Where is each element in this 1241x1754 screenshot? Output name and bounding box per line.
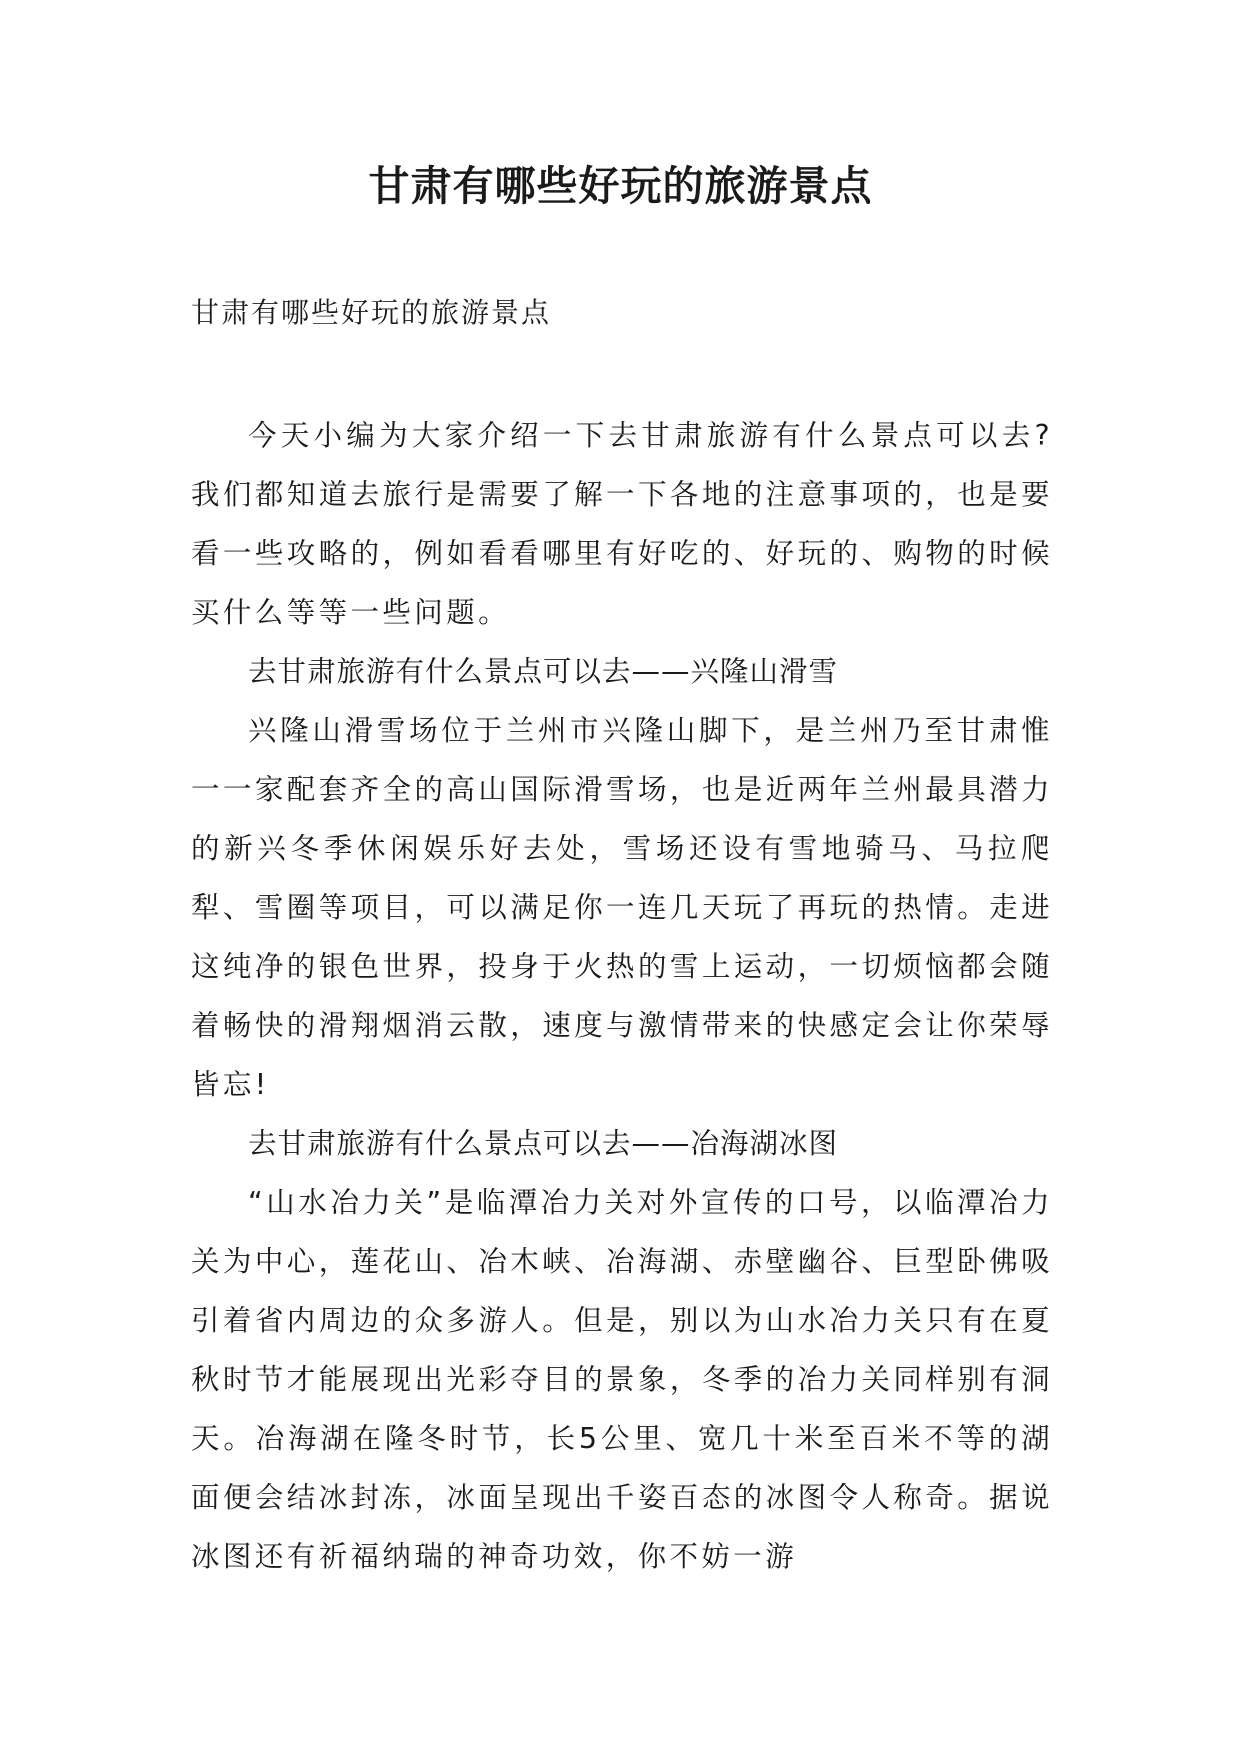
document-subtitle: 甘肃有哪些好玩的旅游景点 (191, 296, 552, 329)
document-body (191, 406, 1053, 1586)
section-heading-yehaihu: 去甘肃旅游有什么景点可以去——冶海湖冰图 (248, 1127, 839, 1160)
document-title: 甘肃有哪些好玩的旅游景点 (368, 162, 873, 210)
paragraph-yehaihu: “山水冶力关”是临潭冶力关对外宣传的口号，以临潭冶力关为中心，莲花山、冶木峡、冶海湖、赤壁幽谷、巨型卧佛吸引着省内周边的众多游人。但是，别以为山水冶力关只有在夏秋时节才能展现出光彩夺目的景象，冬季的冶力关同样别有洞天。冶海湖在隆冬时节，长5公里、宽几十米至百米不等的湖面便会结冰封冻，冰面呈现出千姿百态的冰图令人称奇。据说冰图还有祈福纳瑞的神奇功效，你不妨一游 (191, 1186, 1053, 1573)
section-heading-xinglongshan: 去甘肃旅游有什么景点可以去——兴隆山滑雪 (248, 655, 839, 688)
paragraph-intro: 今天小编为大家介绍一下去甘肃旅游有什么景点可以去?我们都知道去旅行是需要了解一下各地的注意事项的，也是要看一些攻略的，例如看看哪里有好吃的、好玩的、购物的时候买什么等等一些问题。 (191, 419, 1053, 629)
paragraph-xinglongshan: 兴隆山滑雪场位于兰州市兴隆山脚下，是兰州乃至甘肃惟一一家配套齐全的高山国际滑雪场，也是近两年兰州最具潜力的新兴冬季休闲娱乐好去处，雪场还设有雪地骑马、马拉爬犁、雪圈等项目，可以满足你一连几天玩了再玩的热情。走进这纯净的银色世界，投身于火热的雪上运动，一切烦恼都会随着畅快的滑翔烟消云散，速度与激情带来的快感定会让你荣辱皆忘! (191, 714, 1053, 1101)
